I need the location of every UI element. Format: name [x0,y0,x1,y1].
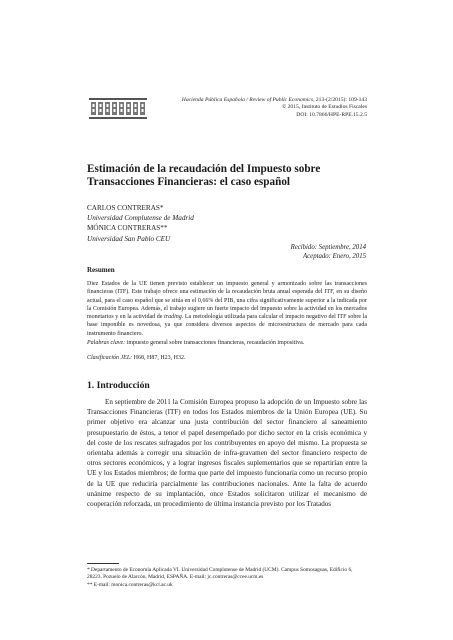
footnote: * Departamento de Economía Aplicada VI. Universidad Complutense de Madrid (UCM). Campus Somosaguas, Edificio 6, 28223. Pozuelo de Alarcón, Madrid, ESPAÑA. E-mail: jc.contreras@ccee.ucm.es [87,567,353,581]
author-block [87,203,194,244]
journal-name: Hacienda Pública Española / Review of Public Economics [181,97,314,103]
footnote-divider [87,563,119,564]
author-name: MÓNICA CONTRERAS** [87,224,168,233]
author-affiliation: Universidad Complutense de Madrid [87,214,194,223]
author-affiliation: Universidad San Pablo CEU [87,234,171,243]
abstract-part: Diez Estados de la UE tienen previsto establecer un impuesto general y armonizado sobre las transacciones financieras (ITF). Este trabajo ofrece una estimación de la recaudación bruta anual esperada del ITF, en su diseño actual, para el caso español que se sitúa en el 0,66% del PIB, una cifra significativamente superior a la indicada por la Comisión Europea. Además, el trabajo sugiere un fuerte impacto del impuesto sobre la actividad en los mercados monetarios y en la actividad de [87,281,367,321]
keywords [87,339,367,347]
footnotes [87,567,367,589]
abstract-emphasis: trading [164,314,182,321]
journal-header [182,97,367,119]
journal-issue: , 213-(2/2015): 109-143 [313,97,367,103]
author-name: CARLOS CONTRERAS* [87,204,164,212]
abstract-heading: Resumen [87,266,115,274]
abstract-text [87,280,367,338]
accepted-date: Aceptado: Enero, 2015 [303,253,366,261]
intro-paragraph: En septiembre de 2011 la Comisión Europea propuso la adopción de un Impuesto sobre las Transacciones Financieras (ITF) en todos los Estados miembros de la Unión Europea (UE). Su primer objetivo era alcanzar una justa contribución del sector financiero al saneamiento presupuestario de éstos, a tenor el papel desempeñado por dicho sector en la crisis económica y del coste de los rescates sufragados por los contribuyentes en apoyo del mismo. La propuesta se orientaba además a corregir una situación de infra-gravamen del sector financiero respecto de otros sectores económicos, y a lograr ingresos fiscales suplementarios que se repartirían entre la UE y los Estados miembros; de forma que parte del impuesto funcionaría como un recurso propio de la UE que reduciría parcialmente las contribuciones nacionales. Ante la falta de acuerdo unánime respecto de su implantación, once Estados solicitaron utilizar el mecanismo de cooperación reforzada, un procedimiento de última instancia previsto por los Tratados [87,398,367,509]
jel-codes: H68, H87, H23, H32. [132,355,186,361]
footnote: ** E-mail: monica.contreras@kcl.ac.uk [87,581,173,588]
keywords-label: Palabras clave: [87,340,126,346]
received-date: Recibido: Septiembre, 2014 [290,244,366,251]
submission-dates [291,243,366,262]
jel-classification [87,354,367,362]
copyright-line: © 2015, Instituto de Estudios Fiscales [281,104,367,111]
keywords-text: impuesto general sobre transacciones financieras, recaudación impositiva. [125,340,305,346]
doi-line: DOI: 10.7866/HPE-RPE.15.2.5 [296,111,367,118]
paper-title: Estimación de la recaudación del Impuesto sobre Transacciones Financieras: el caso español [87,163,321,189]
jel-label: Clasificación JEL: [87,355,133,361]
section-heading: 1. Introducción [87,380,150,391]
publisher-logo-icon [88,95,148,121]
abstract-part: . La metodología utilizada para calcular el impacto negativo del ITF sobre la base imponible es novedosa, ya que considera diversos aspectos de microestructura de mercado para cada instrumento financiero. [87,314,367,337]
